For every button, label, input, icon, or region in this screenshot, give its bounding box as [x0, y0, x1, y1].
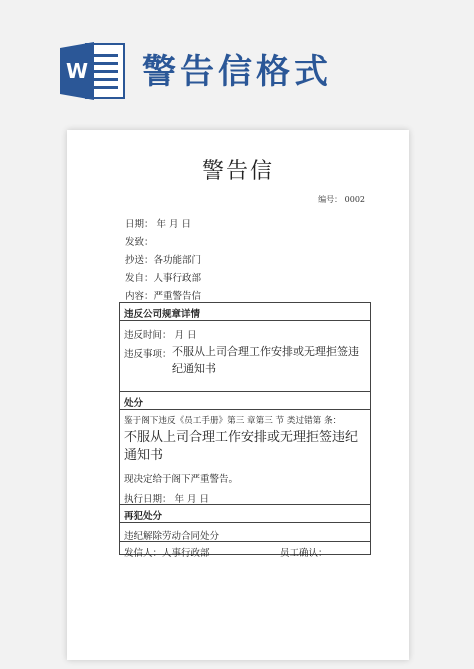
table-divider — [120, 504, 370, 505]
violation-matter-label: 违反事项： — [124, 349, 172, 360]
table-divider — [120, 391, 370, 392]
repeat-heading: 再犯处分 — [124, 511, 163, 522]
table-divider — [120, 522, 370, 523]
repeat-text: 违纪解除劳动合同处分 — [124, 531, 220, 542]
document-page — [67, 130, 409, 660]
svg-text:W: W — [65, 59, 89, 83]
details-table — [119, 302, 371, 559]
violation-matter-value: 不服从上司合理工作安排或无理拒签违纪通知书 — [172, 345, 359, 375]
meta-date: 日期： 年 月 日 — [125, 219, 192, 230]
penalty-exec-date: 执行日期： 年 月 日 — [124, 494, 210, 505]
penalty-heading: 处分 — [124, 398, 144, 409]
banner — [0, 0, 474, 112]
table-divider — [120, 320, 370, 321]
penalty-reason: 不服从上司合理工作安排或无理拒签违纪通知书 — [124, 430, 359, 463]
meta-from: 发自：人事行政部 — [125, 273, 202, 284]
penalty-clause: 鉴于阁下违反《员工手册》第三 章第三 节 类过错第 条： — [124, 416, 342, 426]
meta-content: 内容：严重警告信 — [125, 291, 202, 302]
violation-heading: 违反公司规章详情 — [124, 309, 201, 320]
meta-cc: 抄送：各功能部门 — [125, 255, 202, 266]
table-divider — [120, 541, 370, 542]
meta-to: 发致： — [125, 237, 154, 248]
banner-title: 警告信格式 — [142, 52, 332, 92]
violation-time: 违反时间： 月 日 — [124, 330, 197, 341]
document-title: 警告信 — [201, 159, 274, 184]
word-document-icon — [60, 40, 126, 102]
footer-employee-confirm: 员工确认： — [280, 548, 328, 559]
table-divider — [120, 409, 370, 410]
penalty-decision: 现决定给于阁下严重警告。 — [124, 474, 239, 485]
serial-number: 编号： 0002 — [318, 195, 365, 204]
footer-sender: 发信人：人事行政部 — [124, 548, 210, 559]
